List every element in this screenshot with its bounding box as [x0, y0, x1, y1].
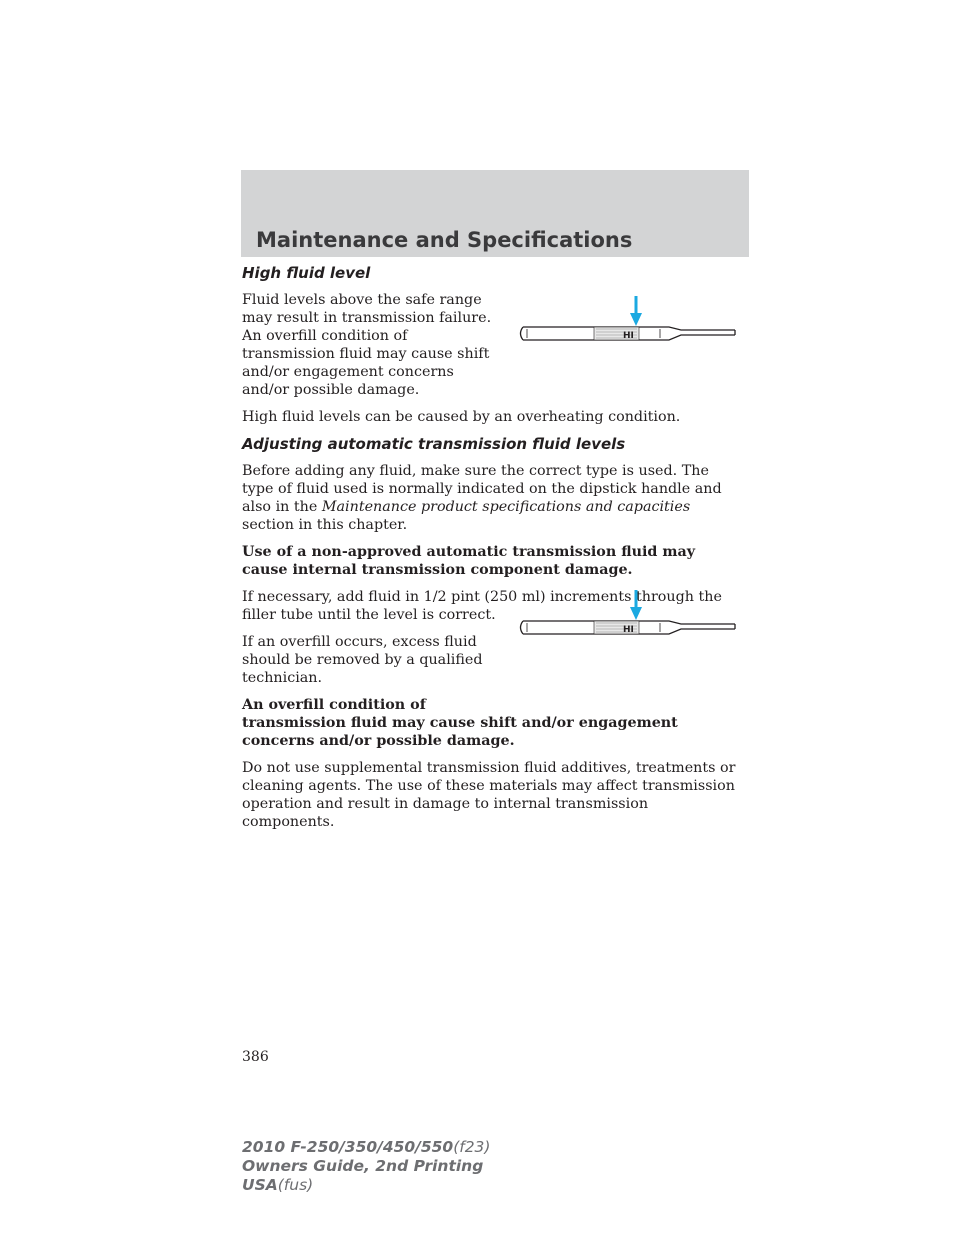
- paragraph-adjusting-1: [242, 462, 742, 534]
- adjusting-text-a: Before adding any fluid, make sure the correct type is used. The type of fluid used is normally indicated on the dipstick handle and also in the: [242, 463, 722, 515]
- footer-market-code: (fus): [277, 1176, 314, 1194]
- level-arrow-head: [630, 313, 642, 326]
- paragraph-high-fluid-1: Fluid levels above the safe range may result in transmission failure. An overfill condition of transmission fluid may cause shift and/or engagement concerns and/or possible damage.: [242, 292, 492, 398]
- footer-model-code: (f23): [453, 1138, 491, 1156]
- footer-line-1: [242, 1138, 490, 1157]
- footer-line-3: [242, 1176, 490, 1195]
- dipstick-hi-label: HI: [623, 625, 634, 635]
- page-number: 386: [242, 1049, 269, 1065]
- main-content: [242, 264, 742, 840]
- heading-high-fluid-level: High fluid level: [242, 264, 371, 282]
- footer-market: USA: [242, 1176, 278, 1194]
- paragraph-high-fluid-2: High fluid levels can be caused by an overheating condition.: [242, 409, 681, 425]
- warning-overfill-line1: An overfill condition of: [242, 697, 426, 713]
- dipstick-hi-label: HI: [623, 331, 634, 341]
- dipstick-overfill-illustration: [517, 590, 741, 642]
- warning-overfill-rest: transmission fluid may cause shift and/or engagement concerns and/or possible damage.: [242, 715, 678, 749]
- footer-model: 2010 F-250/350/450/550: [242, 1138, 454, 1156]
- page-section-title: Maintenance and Specifications: [256, 228, 633, 252]
- adjusting-text-b: section in this chapter.: [242, 517, 408, 533]
- paragraph-additives: Do not use supplemental transmission fluid additives, treatments or cleaning agents. The use of these materials may affect transmission operation and result in damage to internal transmission components.: [242, 760, 736, 830]
- dipstick-high-level-illustration: [517, 296, 741, 348]
- warning-non-approved-fluid: Use of a non-approved automatic transmission fluid may cause internal transmission component damage.: [242, 544, 696, 578]
- footer-publication-info: [242, 1138, 490, 1195]
- warning-overfill: [242, 696, 742, 750]
- capacities-reference: Maintenance product specifications and capacities: [321, 499, 691, 515]
- level-arrow-head: [630, 607, 642, 620]
- heading-adjusting-fluid: Adjusting automatic transmission fluid levels: [242, 435, 626, 453]
- footer-line-2: Owners Guide, 2nd Printing: [242, 1157, 484, 1175]
- paragraph-adjusting-2: If necessary, add fluid in 1/2 pint (250 ml) increments through the filler tube until the level is correct.: [242, 589, 722, 623]
- paragraph-overfill: If an overfill occurs, excess fluid should be removed by a qualified technician.: [242, 634, 483, 686]
